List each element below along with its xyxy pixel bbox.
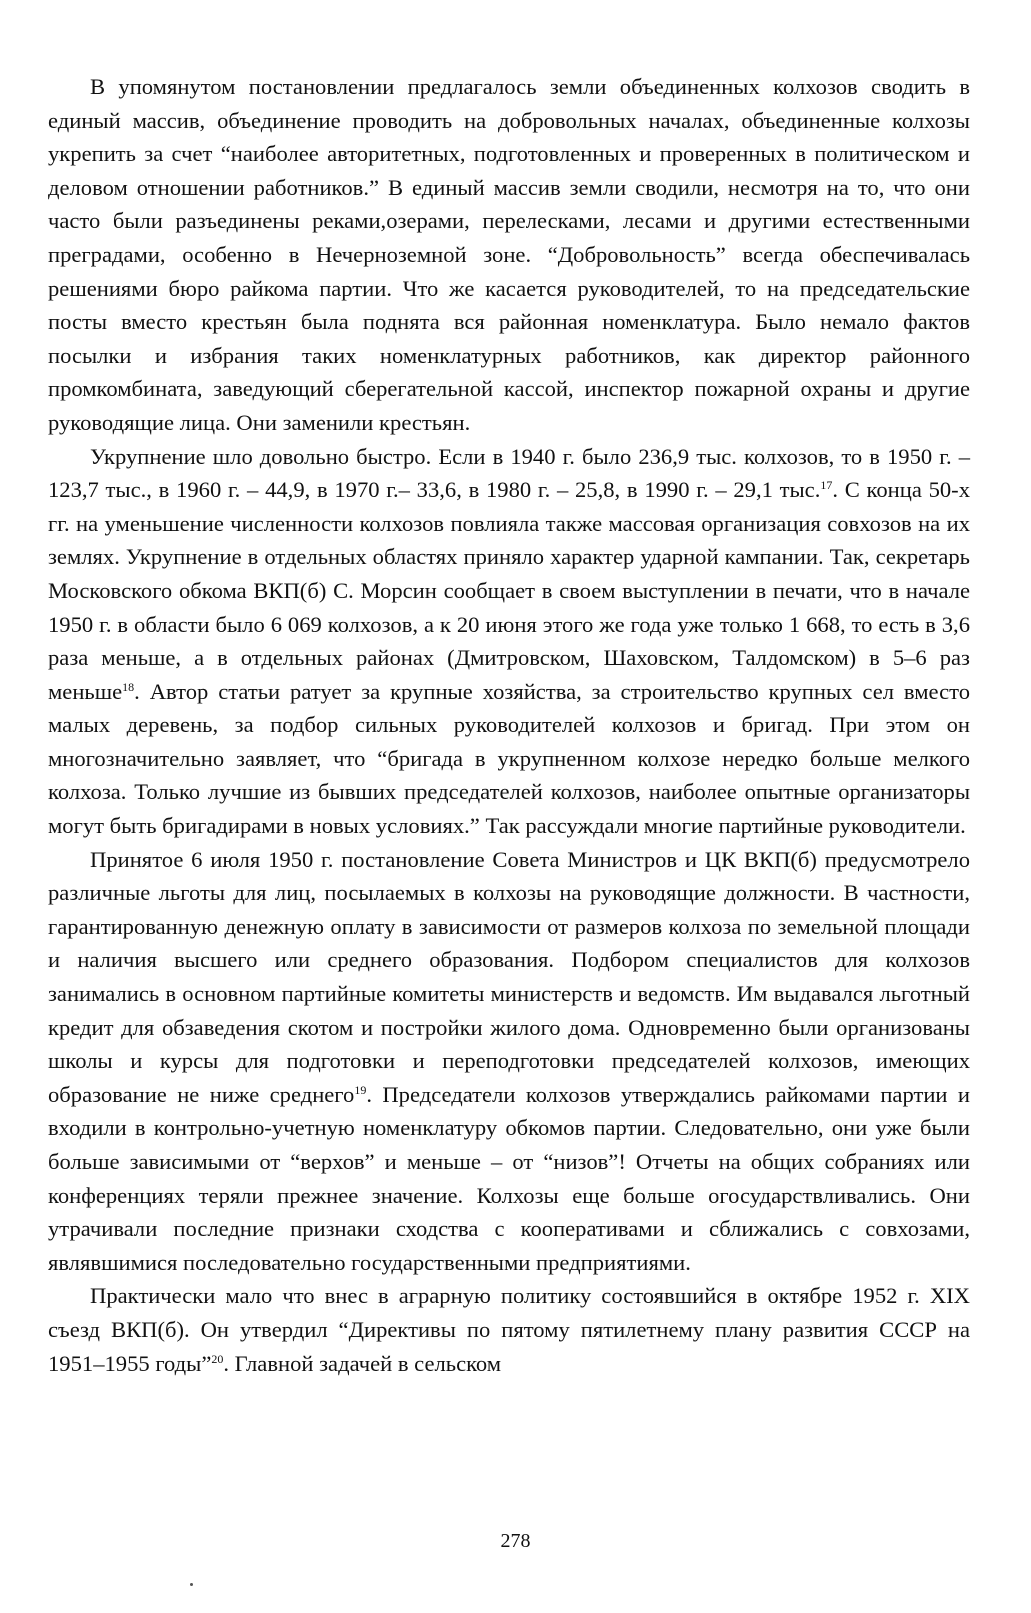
paragraph-text: . Главной задачей в сельском [223, 1350, 502, 1376]
paragraph-text: . Автор статьи ратует за крупные хозяйства, за строительство крупных сел вместо малых деревень, за подбор сильных руководителей колхозов и бригад. При этом он многозначительно заявляет, что “бригада в укрупненном колхозе нередко больше мелкого колхоза. Только лучшие из бывших председателей колхозов, наиболее опытные организаторы могут быть бригадирами в новых условиях.” Так рассуждали многие партийные руководители. [48, 678, 970, 839]
paragraph-text: . Председатели колхозов утверждались райкомами партии и входили в контрольно-учетную номенклатуру обкомов партии. Следовательно, они уже были больше зависимыми от “верхов” и меньше – от “низов”! Отчеты на общих собраниях или конференциях теряли прежнее значение. Колхозы еще больше огосударствливались. Они утрачивали последние признаки сходства с кооперативами и сближались с совхозами, являвшимися последовательно государственными предприятиями. [48, 1081, 970, 1275]
paragraph-text: Укрупнение шло довольно быстро. Если в 1940 г. было 236,9 тыс. колхозов, то в 1950 г. – 123,7 тыс., в 1960 г. – 44,9, в 1970 г.– 33,6, в 1980 г. – 25,8, в 1990 г. – 29,1 тыс. [48, 443, 970, 503]
footnote-ref: 19 [354, 1082, 367, 1097]
body-text [48, 70, 970, 1380]
paragraph-3 [48, 843, 970, 1280]
scan-speck [190, 1583, 193, 1586]
paragraph-2 [48, 440, 970, 843]
page-number: 278 [500, 1530, 531, 1552]
footnote-ref: 20 [211, 1351, 224, 1366]
paragraph-text: Практически мало что внес в аграрную политику состоявшийся в октябре 1952 г. XIX съезд ВКП(б). Он утвердил “Директивы по пятому пятилетнему плану развития СССР на 1951–1955 годы” [48, 1283, 970, 1376]
footnote-ref: 18 [122, 679, 135, 694]
paragraph-1 [48, 70, 970, 440]
paragraph-text: . С конца 50-х гг. на уменьшение численности колхозов повлияла также массовая организация совхозов на их землях. Укрупнение в отдельных областях приняло характер ударной кампании. Так, секретарь Московского обкома ВКП(б) С. Морсин сообщает в своем выступлении в печати, что в начале 1950 г. в области было 6 069 колхозов, а к 20 июня этого же года уже только 1 668, то есть в 3,6 раза меньше, а в отдельных районах (Дмитровском, Шаховском, Талдомском) в 5–6 раз меньше [48, 477, 970, 704]
footnote-ref: 17 [820, 478, 833, 493]
paragraph-4 [48, 1279, 970, 1380]
paragraph-text: Принятое 6 июля 1950 г. постановление Совета Министров и ЦК ВКП(б) предусмотрело различные льготы для лиц, посылаемых в колхозы на руководящие должности. В частности, гарантированную денежную оплату в зависимости от размеров колхоза по земельной площади и наличия высшего или среднего образования. Подбором специалистов для колхозов занимались в основном партийные комитеты министерств и ведомств. Им выдавался льготный кредит для обзаведения скотом и постройки жилого дома. Одновременно были организованы школы и курсы для подготовки и переподготовки председателей колхозов, имеющих образование не ниже среднего [48, 846, 970, 1107]
paragraph-text: В упомянутом постановлении предлагалось земли объединенных колхозов сводить в единый массив, объединение проводить на добровольных началах, объединенные колхозы укрепить за счет “наиболее авторитетных, подготовленных и проверенных в политическом и деловом отношении работников.” В единый массив земли сводили, несмотря на то, что они часто были разъединены реками,озерами, перелесками, лесами и другими естественными преградами, особенно в Нечерноземной зоне. “Добровольность” всегда обеспечивалась решениями бюро райкома партии. Что же касается руководителей, то на председательские посты вместо крестьян была поднята вся районная номенклатура. Было немало фактов посылки и избрания таких номенклатурных работников, как директор районного промкомбината, заведующий сберегательной кассой, инспектор пожарной охраны и другие руководящие лица. Они заменили крестьян. [48, 74, 970, 435]
